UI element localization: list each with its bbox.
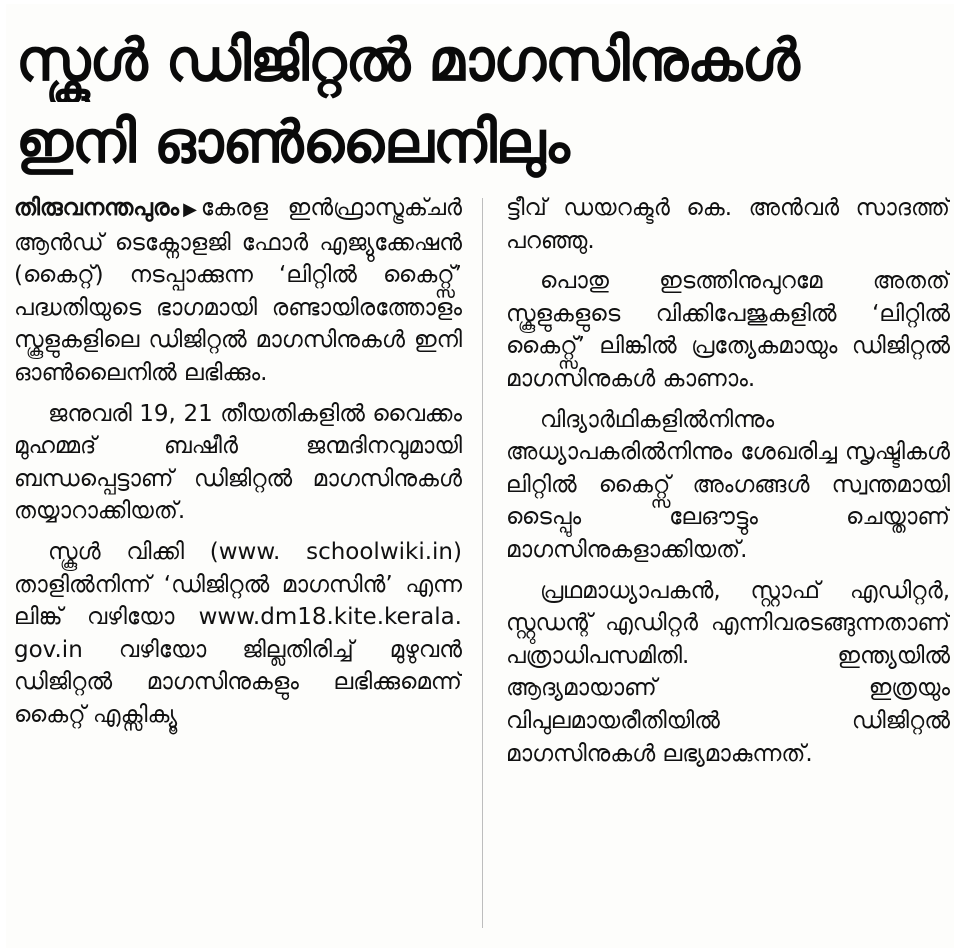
headline-line-2: ഇനി ഓൺലൈനിലും [16, 108, 569, 176]
paragraph-7: പ്രഥമാധ്യാപകൻ, സ്റ്റാഫ് എഡിറ്റർ, സ്റ്റുഡന്റ് എഡിറ്റർ എന്നിവരടങ്ങുന്നതാണ് പത്രാധിപസമിതി. ഇന്ത്യയിൽ ആദ്യമായാണ് ഇത്രയും വിപുലമായരീതിയിൽ ഡിജിറ്റൽ മാഗസിനുകൾ ലഭ്യമാകുന്നത്. [506, 577, 950, 767]
paragraph-2: ജനുവരി 19, 21 തീയതികളിൽ വൈക്കം മുഹമ്മദ് ബഷീർ ജന്മദിനവുമായി ബന്ധപ്പെട്ടാണ് ഡിജിറ്റൽ മാഗസിനുകൾ തയ്യാറാക്കിയത്. [14, 400, 462, 525]
paragraph-3: സ്കൂൾ വിക്കി (www. schoolwiki.in) താളിൽനിന്ന് ‘ഡിജിറ്റൽ മാഗസിൻ’ എന്ന ലിങ്ക് വഴിയോ www.dm18.kite.kerala. gov.in വഴിയോ ജില്ലതിരിച്ച് മുഴുവൻ ഡിജിറ്റൽ മാഗസിനുകളും ലഭിക്കുമെന്ന് കൈറ്റ് എക്സിക്യൂ [14, 538, 462, 728]
column-divider [482, 198, 483, 928]
paragraph-1 [14, 192, 462, 390]
dateline: തിരുവനന്തപുരം [14, 195, 180, 221]
headline-line-1: സ്കൂൾ ഡിജിറ്റൽ മാഗസിനുകൾ [16, 26, 799, 94]
article-body [6, 192, 954, 942]
newspaper-clipping [6, 4, 954, 948]
left-column [14, 192, 462, 942]
right-column [506, 192, 950, 942]
paragraph-5: പൊതു ഇടത്തിനുപുറമേ അതത് സ്കൂളുകളുടെ വിക്കിപേജുകളിൽ ‘ലിറ്റിൽ കൈറ്റ്സ്’ ലിങ്കിൽ പ്രത്യേകമായും ഡിജിറ്റൽ മാഗസിനുകൾ കാണാം. [506, 268, 950, 392]
headline [6, 18, 954, 182]
paragraph-4: ട്ടീവ് ഡയറക്ടർ കെ. അൻവർ സാദത്ത് പറഞ്ഞു. [506, 195, 950, 254]
dateline-arrow-icon: ▶ [183, 199, 197, 220]
paragraph-1-text: കേരള ഇൻഫ്രാസ്ട്രക്ചർ ആൻഡ് ടെക്നോളജി ഫോർ എജ്യുക്കേഷൻ (കൈറ്റ്) നടപ്പാക്കുന്ന ‘ലിറ്റിൽ കൈറ്റ്സ്’ പദ്ധതിയുടെ ഭാഗമായി രണ്ടായിരത്തോളം സ്കൂളുകളിലെ ഡിജിറ്റൽ മാഗസിനുകൾ ഇനി ഓൺലൈനിൽ ലഭിക്കും. [14, 195, 462, 386]
paragraph-6: വിദ്യാർഥികളിൽനിന്നും അധ്യാപകരിൽനിന്നും ശേഖരിച്ച സൃഷ്ടികൾ ലിറ്റിൽ കൈറ്റ്സ് അംഗങ്ങൾ സ്വന്തമായി ടൈപ്പും ലേഔട്ടും ചെയ്താണ് മാഗസിനുകളാക്കിയത്. [506, 406, 950, 563]
